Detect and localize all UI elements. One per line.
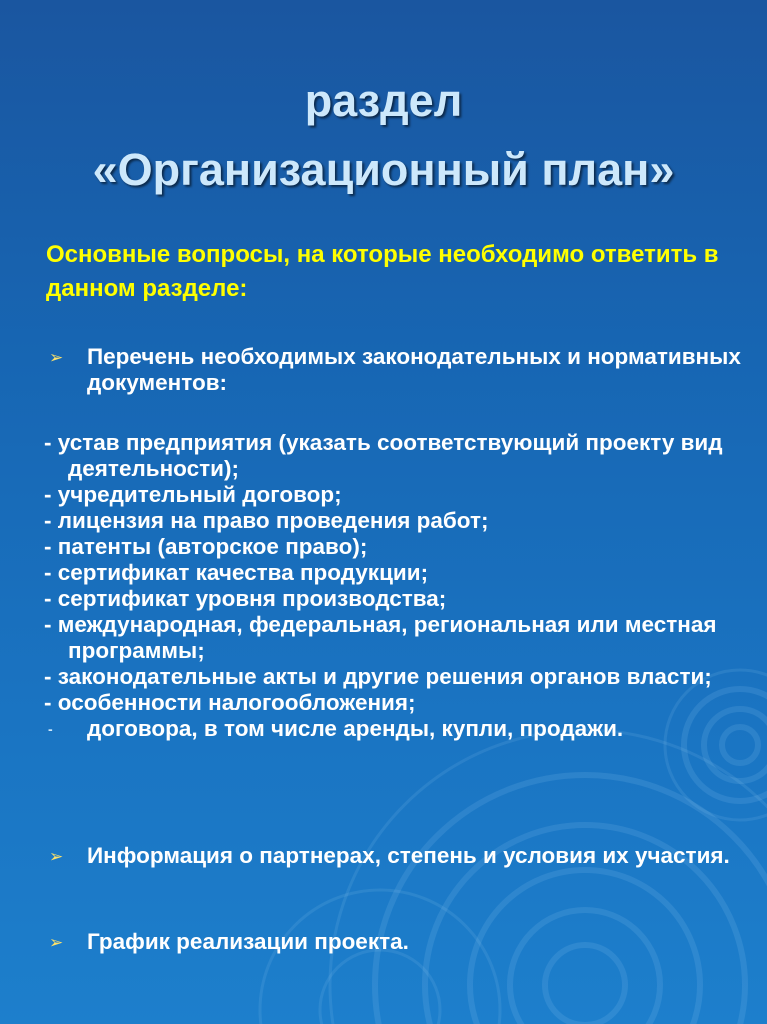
arrow-bullet-icon: ➢ <box>49 933 64 952</box>
arrow-bullet-icon: ➢ <box>49 348 64 367</box>
list-item: - учредительный договор; <box>44 482 342 507</box>
list-item-text: договора, в том числе аренды, купли, продажи. <box>87 716 624 741</box>
bullet-text: График реализации проекта. <box>87 929 409 954</box>
bullet-text: Перечень необходимых законодательных и нормативных документов: <box>87 344 741 395</box>
list-item: - сертификат качества продукции; <box>44 560 429 585</box>
bullet-item-schedule <box>44 929 744 955</box>
arrow-bullet-icon: ➢ <box>49 847 64 866</box>
document-list <box>44 430 744 742</box>
list-item: - устав предприятия (указать соответствующий проекту вид деятельности); <box>44 430 723 481</box>
list-item <box>44 716 744 742</box>
slide-title <box>0 66 767 204</box>
title-line-1: раздел <box>304 75 463 126</box>
small-dash-marker: - <box>48 721 53 737</box>
bullet-item-documents <box>44 344 744 396</box>
list-item: - сертификат уровня производства; <box>44 586 447 611</box>
bullet-item-partners <box>44 843 744 869</box>
list-item: - особенности налогообложения; <box>44 690 416 715</box>
list-item: - патенты (авторское право); <box>44 534 368 559</box>
title-line-2: «Организационный план» <box>92 144 675 195</box>
list-item: - международная, федеральная, региональная или местная программы; <box>44 612 717 663</box>
list-item: - лицензия на право проведения работ; <box>44 508 489 533</box>
bullet-text: Информация о партнерах, степень и условия их участия. <box>87 843 730 868</box>
intro-heading: Основные вопросы, на которые необходимо ответить в данном разделе: <box>46 241 719 302</box>
list-item: - законодательные акты и другие решения органов власти; <box>44 664 712 689</box>
